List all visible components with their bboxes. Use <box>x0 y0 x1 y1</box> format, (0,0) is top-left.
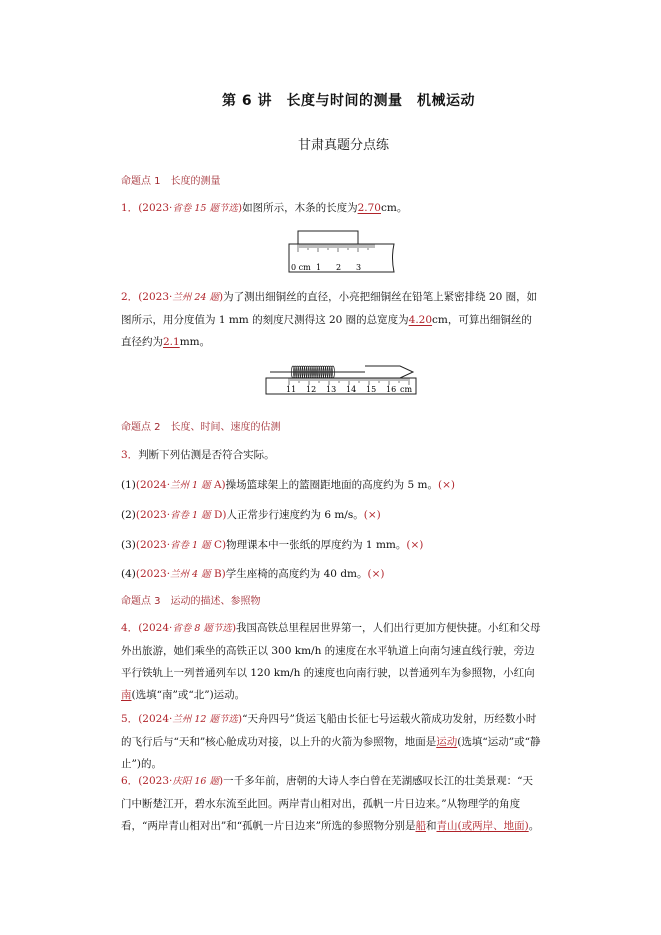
question-source: (2023·省卷 15 题节选) <box>138 202 243 214</box>
ruler-label: 12 <box>306 385 317 394</box>
question-3-item: (3)(2023·省卷 1 题 C)物理课本中一张纸的厚度约为 1 mm。(×) <box>121 539 424 551</box>
ruler-label: 11 <box>286 385 297 394</box>
question-5: 5．(2024·兰州 12 题节选)“天舟四号”货运飞船由长征七号运载火箭成功发射，历经数小时的飞行后与“天和”核心舱成功对接，以上升的火箭为参照物，地面是运动(选填“运动”或“静止”)的。 <box>121 713 541 770</box>
question-number: 5． <box>121 713 139 725</box>
wooden-strip <box>298 231 358 244</box>
topic-label: 命题点 2 <box>121 422 161 433</box>
ruler-label: 15 <box>366 385 377 394</box>
question-number: 2． <box>121 291 139 303</box>
question-3: 3．判断下列估测是否符合实际。 <box>121 449 275 461</box>
ruler-figure-1 <box>288 230 398 274</box>
ruler-label: 14 <box>346 385 357 394</box>
pencil-tip <box>365 366 413 378</box>
ruler-label: 1 <box>316 263 322 272</box>
topic-3-heading <box>121 592 261 607</box>
question-number: 3． <box>121 449 139 461</box>
answer-blank: 2.1 <box>163 336 180 348</box>
question-3-item: (1)(2024·兰州 1 题 A)操场篮球架上的篮圈距地面的高度约为 5 m。(×) <box>121 479 455 491</box>
question-2: 2．(2023·兰州 24 题)为了测出细铜丝的直径，小亮把细铜丝在铅笔上紧密排绕 20 圈，如图所示，用分度值为 1 mm 的刻度尺测得这 20 圈的总宽度为4.20cm，可算出细铜丝的直径约为2.1mm。 <box>121 291 538 348</box>
ruler-label: 16 <box>386 385 397 394</box>
question-source: (2023·兰州 24 题) <box>138 291 224 303</box>
topic-label: 命题点 3 <box>121 596 161 607</box>
topic-2-heading <box>121 418 281 433</box>
topic-name: 长度的测量 <box>170 176 221 187</box>
judgement-mark: (×) <box>367 568 385 580</box>
judgement-mark: (×) <box>363 509 381 521</box>
question-source: (2023·庆阳 16 题) <box>138 775 224 787</box>
lesson-title: 第 6 讲 长度与时间的测量 机械运动 <box>222 93 475 109</box>
judgement-mark: (×) <box>406 539 424 551</box>
question-3-item: (4)(2023·兰州 4 题 B)学生座椅的高度约为 40 dm。(×) <box>121 568 385 580</box>
question-source: (2024·省卷 8 题节选) <box>138 622 237 634</box>
topic-label: 命题点 1 <box>121 176 161 187</box>
answer-blank: 4.20 <box>408 314 433 326</box>
topic-name: 运动的描述、参照物 <box>170 596 261 607</box>
topic-name: 长度、时间、速度的估测 <box>170 422 281 433</box>
ruler-label: cm <box>400 385 413 394</box>
question-source: (2024·兰州 12 题节选) <box>138 713 243 725</box>
ruler-label: 0 cm <box>291 263 311 272</box>
ruler-figure-2 <box>265 362 420 396</box>
question-1: 1．(2023·省卷 15 题节选)如图所示，木条的长度为2.70cm。 <box>121 202 408 214</box>
question-6: 6．(2023·庆阳 16 题)一千多年前，唐朝的大诗人李白曾在芜湖感叹长江的壮美景观：“天门中断楚江开，碧水东流至此回。两岸青山相对出，孤帆一片日边来。”从物理学的角度看，“两岸青山相对出”和“孤帆一片日边来”所选的参照物分别是船和青山(或两岸、地面)。 <box>121 775 540 832</box>
topic-1-heading <box>121 172 221 187</box>
question-3-item: (2)(2023·省卷 1 题 D)人正常步行速度约为 6 m/s。(×) <box>121 509 381 521</box>
ruler-label: 13 <box>326 385 337 394</box>
answer-blank: 2.70 <box>357 202 381 214</box>
ruler-label: 3 <box>356 263 362 272</box>
section-subtitle: 甘肃真题分点练 <box>297 138 389 153</box>
ruler-label: 2 <box>336 263 342 272</box>
judgement-mark: (×) <box>437 479 455 491</box>
question-text: 如图所示，木条的长度为 <box>242 202 358 214</box>
answer-blank: 船 <box>415 820 426 832</box>
question-4: 4．(2024·省卷 8 题节选)我国高铁总里程居世界第一，人们出行更加方便快捷。小红和父母外出旅游，她们乘坐的高铁正以 300 km/h 的速度在水平轨道上向南匀速直线行驶，旁边平行铁轨上一列普通列车以 120 km/h 的速度也向南行驶，以普通列车为参照物，小红向南(选填“南”或“北”)运动。 <box>121 622 541 701</box>
question-number: 4． <box>121 622 139 634</box>
question-number: 6． <box>121 775 139 787</box>
answer-blank: 运动 <box>436 736 458 748</box>
answer-blank: 南 <box>121 689 132 701</box>
answer-blank: 青山(或两岸、地面) <box>436 820 529 832</box>
question-number: 1． <box>121 202 139 214</box>
